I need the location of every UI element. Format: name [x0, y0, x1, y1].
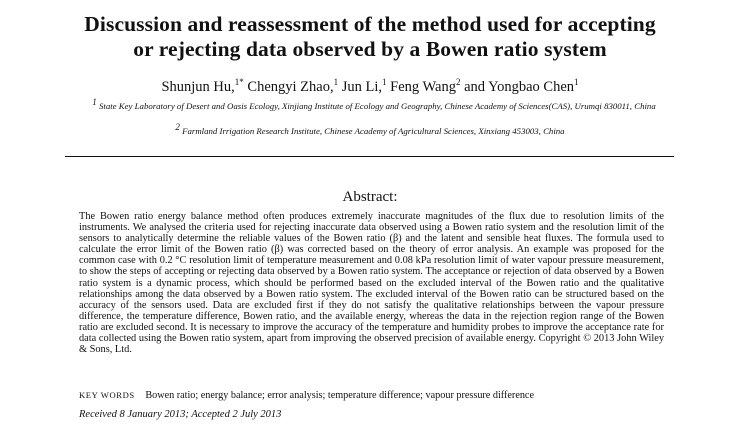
author-mark: 1	[333, 77, 339, 88]
keywords-list: Bowen ratio; energy balance; error analysis; temperature difference; vapour pressure difference	[145, 390, 534, 401]
affiliation-1	[66, 97, 682, 112]
author-mark: 2	[455, 77, 461, 88]
keywords-line	[79, 389, 679, 402]
affiliation-text: Farmland Irrigation Research Institute, Chinese Academy of Agricultural Sciences, Xinxiang 453003, China	[182, 126, 565, 136]
author-name: Jun Li,	[338, 79, 382, 95]
keywords-label: KEY WORDS	[79, 390, 135, 400]
abstract-text: The Bowen ratio energy balance method often produces extremely inaccurate magnitudes of the flux due to resolution limits of the instruments. We analysed the criteria used for rejecting inaccurate data observed using a Bowen ratio system and the resolution limit of the sensors to analytically determine the reliable values of the Bowen ratio (β) and the latent and sensible heat fluxes. The formula used to calculate the error limit of the Bowen ratio (β) was corrected based on the theory of error analysis. An example was proposed for the common case with 0.2 °C resolution limit of temperature measurement and 0.08 kPa resolution limit of water vapour pressure measurement, to show the steps of accepting or rejecting data observed by a Bowen ratio system. The acceptance or rejection of data observed by a Bowen ratio system is a dynamic process, which should be performed based on the excluded interval of the Bowen ratio and the qualitative relationships among the data observed by a Bowen ratio system. The excluded interval of the Bowen ratio can be structured based on the accuracy of the sensors used. Data are excluded first if they do not satisfy the qualitative relationships between the vapour pressure difference, the temperature difference, Bowen ratio, and the available energy, whereas the data in the rejection region range of the Bowen ratio are excluded second. It is necessary to improve the accuracy of the temperature and humidity probes to improve the acceptance rate for data collected using the Bowen ratio system, apart from improving the observed precision of available energy. Copyright © 2013 John Wiley & Sons, Ltd.	[79, 211, 664, 356]
author-name: Feng Wang	[386, 79, 456, 95]
affiliation-mark: 2	[175, 122, 180, 133]
author-mark: 1	[382, 77, 387, 88]
author-mark: 1	[574, 77, 579, 88]
affiliation-text: State Key Laboratory of Desert and Oasis Ecology, Xinjiang Institute of Ecology and Geography, Chinese Academy of Sciences(CAS), Urumqi 830011, China	[98, 101, 656, 111]
paper-title	[20, 12, 720, 62]
header-divider	[65, 156, 674, 157]
author-list	[20, 79, 720, 96]
author-mark: 1*	[234, 77, 244, 88]
author-name: Chengyi Zhao,	[243, 79, 334, 95]
title-line-2: or rejecting data observed by a Bowen ratio system	[133, 37, 607, 61]
received-dates: Received 8 January 2013; Accepted 2 July 2013	[79, 409, 282, 420]
affiliation-2	[20, 122, 720, 137]
abstract-heading: Abstract:	[342, 189, 398, 205]
title-line-1: Discussion and reassessment of the method used for accepting	[84, 12, 656, 36]
affiliation-mark: 1	[92, 97, 97, 108]
author-name: and Yongbao Chen	[460, 79, 575, 95]
author-name: Shunjun Hu,	[161, 79, 235, 95]
